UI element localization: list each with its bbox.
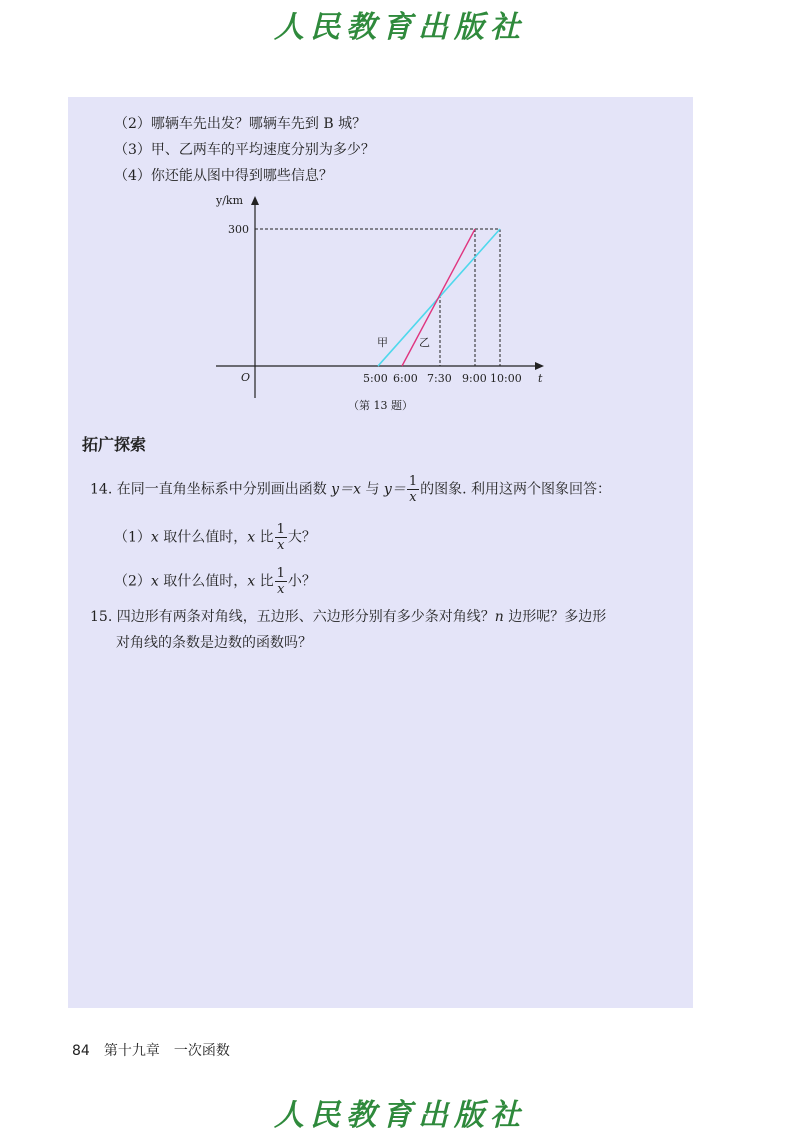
frac-denominator: x (277, 538, 285, 553)
x-tick-5-00: 5:00 (363, 372, 388, 385)
x-axis-label: t (538, 372, 543, 385)
frac-denominator: x (277, 582, 285, 597)
publisher-logo-top: 人民教育出版社 (274, 10, 526, 45)
question-15-line-1 (90, 607, 606, 627)
page-footer (72, 1040, 230, 1060)
q14-sub1-cmp: 比 (259, 529, 274, 546)
q14-eq1: y＝x (331, 481, 361, 498)
question-13-part-2: （2）哪辆车先出发？哪辆车先到 B 城？ (114, 116, 367, 132)
chapter-label: 第十九章 (103, 1043, 160, 1059)
distance-time-chart (200, 188, 560, 418)
q14-text-a: 在同一直角坐标系中分别画出函数 (116, 481, 327, 498)
q14-sub2-suffix: 小？ (287, 573, 316, 590)
question-14 (90, 474, 611, 505)
q15-number: 15. (90, 609, 113, 625)
page-number: 84 (72, 1043, 90, 1059)
series-yi-line (402, 229, 475, 366)
x-tick-9-00: 9:00 (462, 372, 487, 385)
x-axis-arrow (535, 362, 544, 370)
q14-sub1-prefix: （1） (114, 529, 151, 546)
q14-sub1-var: x (150, 529, 159, 546)
y-axis-arrow (251, 196, 259, 205)
chapter-title: 一次函数 (173, 1043, 230, 1059)
q14-sub2-mid: 取什么值时， (163, 573, 248, 590)
question-13-part-4: （4）你还能从图中得到哪些信息？ (114, 168, 333, 184)
question-13-part-3: （3）甲、乙两车的平均速度分别为多少？ (114, 142, 375, 158)
x-tick-7-30: 7:30 (427, 372, 452, 385)
question-14-part-2 (114, 566, 316, 597)
question-15-line-2: 对角线的条数是边数的函数吗？ (116, 635, 312, 651)
q14-sub2-prefix: （2） (114, 573, 151, 590)
x-tick-6-00: 6:00 (393, 372, 418, 385)
frac-numerator: 1 (276, 522, 285, 537)
series-yi-label: 乙 (419, 336, 430, 349)
q14-sub2-fraction (275, 566, 287, 597)
question-14-part-1 (114, 522, 316, 553)
q14-sub2-cmp: 比 (259, 573, 274, 590)
q15-line1-a: 四边形有两条对角线，五边形、六边形分别有多少条对角线？ (116, 609, 495, 625)
chart-caption: （第 13 题） (348, 399, 413, 412)
q15-var-n: n (494, 609, 504, 625)
q14-sub2-var2: x (247, 573, 256, 590)
q14-text-c: 的图象. 利用这两个图象回答： (420, 481, 611, 498)
q14-sub1-var2: x (247, 529, 256, 546)
q14-sub1-mid: 取什么值时， (163, 529, 248, 546)
q14-sub1-suffix: 大？ (287, 529, 316, 546)
frac-numerator: 1 (276, 566, 285, 581)
section-title: 拓广探索 (82, 435, 147, 454)
origin-label: O (241, 371, 251, 384)
publisher-logo-bottom: 人民教育出版社 (274, 1098, 526, 1133)
q14-number: 14. (90, 481, 113, 498)
q14-sub1-fraction (275, 522, 287, 553)
x-tick-10-00: 10:00 (490, 372, 522, 385)
q15-line1-b: 边形呢？多边形 (508, 609, 607, 625)
q14-sub2-var: x (150, 573, 159, 590)
y-axis-label: y/km (216, 194, 244, 207)
q14-fraction (407, 474, 419, 505)
q14-text-b: 与 (365, 481, 380, 498)
frac-denominator: x (409, 490, 417, 505)
series-jia-label: 甲 (377, 336, 388, 349)
q14-eq2-lhs: y＝ (383, 481, 406, 498)
y-tick-300: 300 (228, 223, 249, 236)
frac-numerator: 1 (408, 474, 418, 489)
